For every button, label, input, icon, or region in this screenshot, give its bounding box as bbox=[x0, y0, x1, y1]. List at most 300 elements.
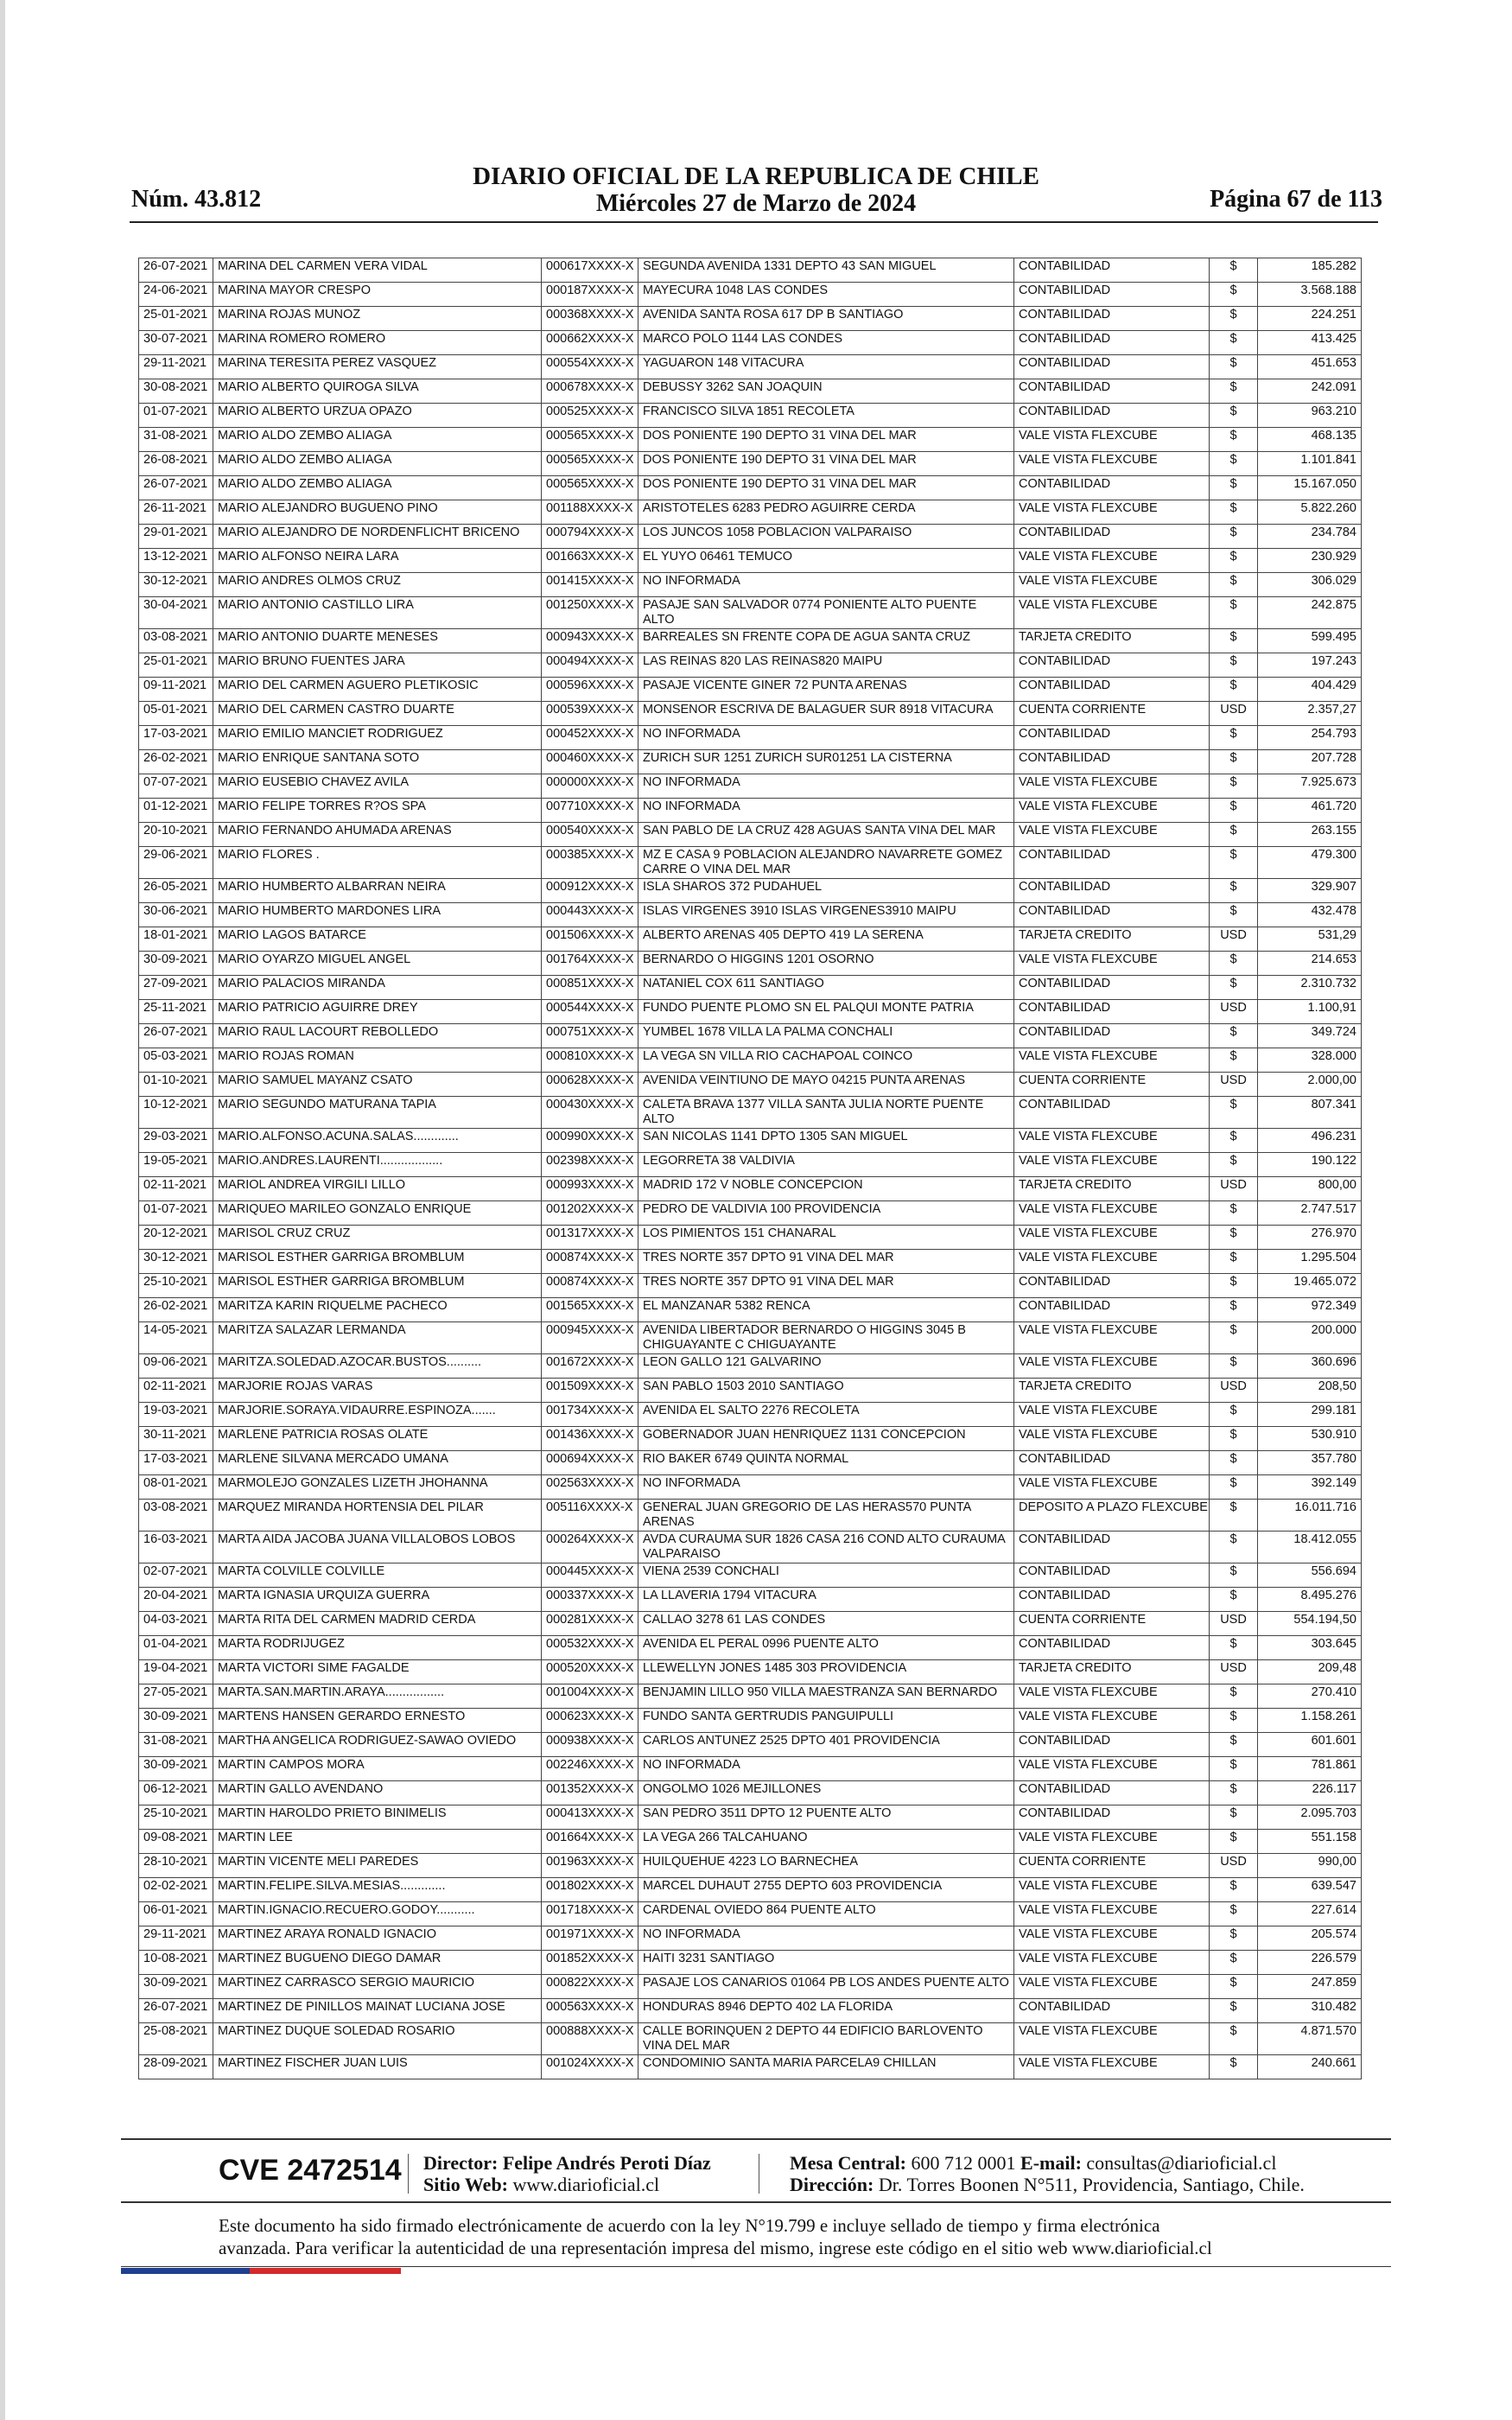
date-cell: 02-11-2021 bbox=[139, 1379, 213, 1403]
rut-cell: 000874XXXX-X bbox=[542, 1274, 638, 1298]
rut-cell: 000430XXXX-X bbox=[542, 1097, 638, 1129]
product-cell: CONTABILIDAD bbox=[1014, 1733, 1210, 1757]
product-cell: CONTABILIDAD bbox=[1014, 355, 1210, 379]
currency-cell: $ bbox=[1210, 1153, 1258, 1177]
address-cell: MZ E CASA 9 POBLACION ALEJANDRO NAVARRETE GOMEZ CARRE O VINA DEL MAR bbox=[638, 847, 1014, 879]
address-cell: RIO BAKER 6749 QUINTA NORMAL bbox=[638, 1451, 1014, 1475]
name-cell: MARTINEZ FISCHER JUAN LUIS bbox=[213, 2055, 542, 2079]
product-cell: CUENTA CORRIENTE bbox=[1014, 1073, 1210, 1097]
rut-cell: 000452XXXX-X bbox=[542, 726, 638, 750]
email-link[interactable]: consultas@diarioficial.cl bbox=[1086, 2152, 1277, 2174]
table-row bbox=[139, 355, 1362, 379]
table-row bbox=[139, 258, 1362, 283]
amount-cell: 781.861 bbox=[1258, 1757, 1362, 1781]
currency-cell: USD bbox=[1210, 702, 1258, 726]
address-cell: TRES NORTE 357 DPTO 91 VINA DEL MAR bbox=[638, 1250, 1014, 1274]
address-cell: PASAJE VICENTE GINER 72 PUNTA ARENAS bbox=[638, 678, 1014, 702]
currency-cell: USD bbox=[1210, 927, 1258, 952]
table-row bbox=[139, 428, 1362, 452]
date-cell: 30-09-2021 bbox=[139, 1975, 213, 1999]
product-cell: TARJETA CREDITO bbox=[1014, 1379, 1210, 1403]
address-cell: NO INFORMADA bbox=[638, 774, 1014, 799]
rut-cell: 002398XXXX-X bbox=[542, 1153, 638, 1177]
name-cell: MARTIN HAROLDO PRIETO BINIMELIS bbox=[213, 1805, 542, 1830]
table-row bbox=[139, 1403, 1362, 1427]
product-cell: CONTABILIDAD bbox=[1014, 1588, 1210, 1612]
name-cell: MARIO RAUL LACOURT REBOLLEDO bbox=[213, 1024, 542, 1048]
address-cell: NO INFORMADA bbox=[638, 726, 1014, 750]
product-cell: CONTABILIDAD bbox=[1014, 331, 1210, 355]
table-row bbox=[139, 476, 1362, 500]
currency-cell: $ bbox=[1210, 428, 1258, 452]
table-row bbox=[139, 774, 1362, 799]
name-cell: MARISOL CRUZ CRUZ bbox=[213, 1226, 542, 1250]
flag-red-band bbox=[250, 2268, 401, 2274]
date-cell: 26-07-2021 bbox=[139, 1999, 213, 2023]
currency-cell: $ bbox=[1210, 355, 1258, 379]
publication-date: Miércoles 27 de Marzo de 2024 bbox=[595, 190, 917, 217]
amount-cell: 276.970 bbox=[1258, 1226, 1362, 1250]
date-cell: 30-06-2021 bbox=[139, 903, 213, 927]
address-cell: NO INFORMADA bbox=[638, 573, 1014, 597]
amount-cell: 200.000 bbox=[1258, 1322, 1362, 1354]
page-header bbox=[130, 156, 1382, 216]
address-cell: LA VEGA 266 TALCAHUANO bbox=[638, 1830, 1014, 1854]
table-row bbox=[139, 1153, 1362, 1177]
footer-top-divider bbox=[121, 2138, 1391, 2140]
amount-cell: 224.251 bbox=[1258, 307, 1362, 331]
rut-cell: 000993XXXX-X bbox=[542, 1177, 638, 1201]
amount-cell: 328.000 bbox=[1258, 1048, 1362, 1073]
table-row bbox=[139, 750, 1362, 774]
currency-cell: $ bbox=[1210, 1781, 1258, 1805]
date-cell: 26-02-2021 bbox=[139, 1298, 213, 1322]
product-cell: CONTABILIDAD bbox=[1014, 847, 1210, 879]
name-cell: MARTINEZ DUQUE SOLEDAD ROSARIO bbox=[213, 2023, 542, 2055]
name-cell: MARIO ANTONIO CASTILLO LIRA bbox=[213, 597, 542, 629]
rut-cell: 000539XXXX-X bbox=[542, 702, 638, 726]
address-cell: CALLAO 3278 61 LAS CONDES bbox=[638, 1612, 1014, 1636]
product-cell: VALE VISTA FLEXCUBE bbox=[1014, 774, 1210, 799]
product-cell: VALE VISTA FLEXCUBE bbox=[1014, 1709, 1210, 1733]
rut-cell: 000544XXXX-X bbox=[542, 1000, 638, 1024]
amount-cell: 800,00 bbox=[1258, 1177, 1362, 1201]
table-row bbox=[139, 283, 1362, 307]
currency-cell: $ bbox=[1210, 258, 1258, 283]
flag-stripe bbox=[121, 2268, 401, 2274]
table-row bbox=[139, 823, 1362, 847]
name-cell: MARTINEZ BUGUENO DIEGO DAMAR bbox=[213, 1951, 542, 1975]
table-row bbox=[139, 1999, 1362, 2023]
table-row bbox=[139, 927, 1362, 952]
rut-cell: 000563XXXX-X bbox=[542, 1999, 638, 2023]
table-row bbox=[139, 799, 1362, 823]
currency-cell: $ bbox=[1210, 1684, 1258, 1709]
product-cell: CONTABILIDAD bbox=[1014, 1024, 1210, 1048]
rut-cell: 000368XXXX-X bbox=[542, 307, 638, 331]
rut-cell: 001506XXXX-X bbox=[542, 927, 638, 952]
product-cell: VALE VISTA FLEXCUBE bbox=[1014, 823, 1210, 847]
product-cell: CONTABILIDAD bbox=[1014, 726, 1210, 750]
legal-notice bbox=[219, 2214, 1394, 2259]
name-cell: MARIOL ANDREA VIRGILI LILLO bbox=[213, 1177, 542, 1201]
currency-cell: $ bbox=[1210, 1733, 1258, 1757]
name-cell: MARTENS HANSEN GERARDO ERNESTO bbox=[213, 1709, 542, 1733]
date-cell: 28-10-2021 bbox=[139, 1854, 213, 1878]
product-cell: VALE VISTA FLEXCUBE bbox=[1014, 952, 1210, 976]
amount-cell: 207.728 bbox=[1258, 750, 1362, 774]
table-row bbox=[139, 1588, 1362, 1612]
amount-cell: 226.579 bbox=[1258, 1951, 1362, 1975]
product-cell: VALE VISTA FLEXCUBE bbox=[1014, 597, 1210, 629]
date-cell: 09-08-2021 bbox=[139, 1830, 213, 1854]
name-cell: MARINA ROJAS MUNOZ bbox=[213, 307, 542, 331]
table-row bbox=[139, 726, 1362, 750]
name-cell: MARIO ALDO ZEMBO ALIAGA bbox=[213, 428, 542, 452]
currency-cell: $ bbox=[1210, 847, 1258, 879]
name-cell: MARIO PATRICIO AGUIRRE DREY bbox=[213, 1000, 542, 1024]
amount-cell: 1.158.261 bbox=[1258, 1709, 1362, 1733]
footer-director-block bbox=[423, 2152, 711, 2195]
date-cell: 26-05-2021 bbox=[139, 879, 213, 903]
date-cell: 01-07-2021 bbox=[139, 1201, 213, 1226]
name-cell: MARISOL ESTHER GARRIGA BROMBLUM bbox=[213, 1274, 542, 1298]
product-cell: VALE VISTA FLEXCUBE bbox=[1014, 428, 1210, 452]
table-row bbox=[139, 404, 1362, 428]
date-cell: 27-05-2021 bbox=[139, 1684, 213, 1709]
date-cell: 29-03-2021 bbox=[139, 1129, 213, 1153]
address-cell: ALBERTO ARENAS 405 DEPTO 419 LA SERENA bbox=[638, 927, 1014, 952]
name-cell: MARINA MAYOR CRESPO bbox=[213, 283, 542, 307]
name-cell: MARIO FELIPE TORRES R?OS SPA bbox=[213, 799, 542, 823]
currency-cell: $ bbox=[1210, 1403, 1258, 1427]
table-row bbox=[139, 1129, 1362, 1153]
rut-cell: 001004XXXX-X bbox=[542, 1684, 638, 1709]
rut-cell: 000628XXXX-X bbox=[542, 1073, 638, 1097]
amount-cell: 556.694 bbox=[1258, 1563, 1362, 1588]
amount-cell: 16.011.716 bbox=[1258, 1500, 1362, 1532]
amount-cell: 349.724 bbox=[1258, 1024, 1362, 1048]
currency-cell: $ bbox=[1210, 678, 1258, 702]
date-cell: 26-11-2021 bbox=[139, 500, 213, 525]
table-row bbox=[139, 1563, 1362, 1588]
currency-cell: $ bbox=[1210, 307, 1258, 331]
product-cell: CONTABILIDAD bbox=[1014, 1781, 1210, 1805]
name-cell: MARIO ANDRES OLMOS CRUZ bbox=[213, 573, 542, 597]
address-cell: SAN PABLO DE LA CRUZ 428 AGUAS SANTA VINA DEL MAR bbox=[638, 823, 1014, 847]
address-cell: YAGUARON 148 VITACURA bbox=[638, 355, 1014, 379]
table-row bbox=[139, 653, 1362, 678]
currency-cell: $ bbox=[1210, 2023, 1258, 2055]
table-row bbox=[139, 1024, 1362, 1048]
amount-cell: 972.349 bbox=[1258, 1298, 1362, 1322]
amount-cell: 19.465.072 bbox=[1258, 1274, 1362, 1298]
rut-cell: 000565XXXX-X bbox=[542, 428, 638, 452]
date-cell: 02-07-2021 bbox=[139, 1563, 213, 1588]
legal-line: Este documento ha sido firmado electrónicamente de acuerdo con la ley N°19.799 e incluye sellado de tiempo y firma electrónica bbox=[219, 2215, 1160, 2236]
name-cell: MARINA ROMERO ROMERO bbox=[213, 331, 542, 355]
name-cell: MARINA DEL CARMEN VERA VIDAL bbox=[213, 258, 542, 283]
amount-cell: 234.784 bbox=[1258, 525, 1362, 549]
date-cell: 26-07-2021 bbox=[139, 476, 213, 500]
rut-cell: 001734XXXX-X bbox=[542, 1403, 638, 1427]
currency-cell: USD bbox=[1210, 1073, 1258, 1097]
currency-cell: $ bbox=[1210, 525, 1258, 549]
amount-cell: 468.135 bbox=[1258, 428, 1362, 452]
table-row bbox=[139, 1854, 1362, 1878]
date-cell: 16-03-2021 bbox=[139, 1532, 213, 1563]
date-cell: 20-10-2021 bbox=[139, 823, 213, 847]
date-cell: 09-11-2021 bbox=[139, 678, 213, 702]
currency-cell: $ bbox=[1210, 1951, 1258, 1975]
amount-cell: 7.925.673 bbox=[1258, 774, 1362, 799]
product-cell: CONTABILIDAD bbox=[1014, 903, 1210, 927]
amount-cell: 461.720 bbox=[1258, 799, 1362, 823]
currency-cell: $ bbox=[1210, 283, 1258, 307]
address-cell: MARCEL DUHAUT 2755 DEPTO 603 PROVIDENCIA bbox=[638, 1878, 1014, 1902]
product-cell: VALE VISTA FLEXCUBE bbox=[1014, 1951, 1210, 1975]
name-cell: MARTIN LEE bbox=[213, 1830, 542, 1854]
currency-cell: $ bbox=[1210, 1636, 1258, 1660]
rut-cell: 001663XXXX-X bbox=[542, 549, 638, 573]
currency-cell: $ bbox=[1210, 1451, 1258, 1475]
rut-cell: 001188XXXX-X bbox=[542, 500, 638, 525]
table-row bbox=[139, 1975, 1362, 1999]
name-cell: MARTINEZ CARRASCO SERGIO MAURICIO bbox=[213, 1975, 542, 1999]
date-cell: 25-08-2021 bbox=[139, 2023, 213, 2055]
currency-cell: $ bbox=[1210, 799, 1258, 823]
amount-cell: 2.747.517 bbox=[1258, 1201, 1362, 1226]
currency-cell: USD bbox=[1210, 1177, 1258, 1201]
product-cell: VALE VISTA FLEXCUBE bbox=[1014, 1926, 1210, 1951]
table-row bbox=[139, 1201, 1362, 1226]
address-cell: CARDENAL OVIEDO 864 PUENTE ALTO bbox=[638, 1902, 1014, 1926]
date-cell: 29-06-2021 bbox=[139, 847, 213, 879]
address-cell: DOS PONIENTE 190 DEPTO 31 VINA DEL MAR bbox=[638, 428, 1014, 452]
table-row bbox=[139, 1878, 1362, 1902]
table-row bbox=[139, 1274, 1362, 1298]
table-row bbox=[139, 452, 1362, 476]
amount-cell: 303.645 bbox=[1258, 1636, 1362, 1660]
currency-cell: $ bbox=[1210, 573, 1258, 597]
rut-cell: 000945XXXX-X bbox=[542, 1322, 638, 1354]
product-cell: VALE VISTA FLEXCUBE bbox=[1014, 1475, 1210, 1500]
amount-cell: 1.295.504 bbox=[1258, 1250, 1362, 1274]
product-cell: VALE VISTA FLEXCUBE bbox=[1014, 1427, 1210, 1451]
product-cell: CUENTA CORRIENTE bbox=[1014, 1612, 1210, 1636]
currency-cell: $ bbox=[1210, 1902, 1258, 1926]
name-cell: MARIO ROJAS ROMAN bbox=[213, 1048, 542, 1073]
product-cell: CONTABILIDAD bbox=[1014, 283, 1210, 307]
records-table-container bbox=[138, 258, 1361, 2079]
amount-cell: 247.859 bbox=[1258, 1975, 1362, 1999]
table-row bbox=[139, 1073, 1362, 1097]
address-cell: ISLAS VIRGENES 3910 ISLAS VIRGENES3910 MAIPU bbox=[638, 903, 1014, 927]
address-cell: YUMBEL 1678 VILLA LA PALMA CONCHALI bbox=[638, 1024, 1014, 1048]
product-cell: VALE VISTA FLEXCUBE bbox=[1014, 1902, 1210, 1926]
product-cell: VALE VISTA FLEXCUBE bbox=[1014, 573, 1210, 597]
rut-cell: 000810XXXX-X bbox=[542, 1048, 638, 1073]
name-cell: MARJORIE.SORAYA.VIDAURRE.ESPINOZA....... bbox=[213, 1403, 542, 1427]
name-cell: MARIO ANTONIO DUARTE MENESES bbox=[213, 629, 542, 653]
rut-cell: 000943XXXX-X bbox=[542, 629, 638, 653]
name-cell: MARJORIE ROJAS VARAS bbox=[213, 1379, 542, 1403]
date-cell: 27-09-2021 bbox=[139, 976, 213, 1000]
product-cell: CONTABILIDAD bbox=[1014, 1274, 1210, 1298]
date-cell: 31-08-2021 bbox=[139, 428, 213, 452]
table-row bbox=[139, 952, 1362, 976]
product-cell: CONTABILIDAD bbox=[1014, 1805, 1210, 1830]
date-cell: 29-11-2021 bbox=[139, 355, 213, 379]
rut-cell: 001436XXXX-X bbox=[542, 1427, 638, 1451]
date-cell: 30-12-2021 bbox=[139, 1250, 213, 1274]
table-row bbox=[139, 847, 1362, 879]
currency-cell: $ bbox=[1210, 726, 1258, 750]
name-cell: MARIO DEL CARMEN CASTRO DUARTE bbox=[213, 702, 542, 726]
rut-cell: 000460XXXX-X bbox=[542, 750, 638, 774]
amount-cell: 270.410 bbox=[1258, 1684, 1362, 1709]
name-cell: MARTA RITA DEL CARMEN MADRID CERDA bbox=[213, 1612, 542, 1636]
address-cell: LEON GALLO 121 GALVARINO bbox=[638, 1354, 1014, 1379]
amount-cell: 601.601 bbox=[1258, 1733, 1362, 1757]
table-row bbox=[139, 549, 1362, 573]
product-cell: VALE VISTA FLEXCUBE bbox=[1014, 1830, 1210, 1854]
date-cell: 03-08-2021 bbox=[139, 629, 213, 653]
amount-cell: 2.000,00 bbox=[1258, 1073, 1362, 1097]
product-cell: DEPOSITO A PLAZO FLEXCUBE bbox=[1014, 1500, 1210, 1532]
table-row bbox=[139, 1781, 1362, 1805]
table-row bbox=[139, 525, 1362, 549]
address-cell: EL YUYO 06461 TEMUCO bbox=[638, 549, 1014, 573]
name-cell: MARIO HUMBERTO ALBARRAN NEIRA bbox=[213, 879, 542, 903]
table-row bbox=[139, 1830, 1362, 1854]
date-cell: 19-03-2021 bbox=[139, 1403, 213, 1427]
name-cell: MARTA RODRIJUGEZ bbox=[213, 1636, 542, 1660]
name-cell: MARINA TERESITA PEREZ VASQUEZ bbox=[213, 355, 542, 379]
address-cell: HAITI 3231 SANTIAGO bbox=[638, 1951, 1014, 1975]
rut-cell: 001852XXXX-X bbox=[542, 1951, 638, 1975]
phone-number: 600 712 0001 bbox=[911, 2152, 1016, 2174]
address-cell: SAN PEDRO 3511 DPTO 12 PUENTE ALTO bbox=[638, 1805, 1014, 1830]
rut-cell: 000912XXXX-X bbox=[542, 879, 638, 903]
rut-cell: 000187XXXX-X bbox=[542, 283, 638, 307]
name-cell: MARTA COLVILLE COLVILLE bbox=[213, 1563, 542, 1588]
currency-cell: $ bbox=[1210, 1427, 1258, 1451]
rut-cell: 001352XXXX-X bbox=[542, 1781, 638, 1805]
product-cell: CONTABILIDAD bbox=[1014, 307, 1210, 331]
web-link[interactable]: www.diarioficial.cl bbox=[512, 2174, 660, 2195]
currency-cell: $ bbox=[1210, 1805, 1258, 1830]
rut-cell: 000623XXXX-X bbox=[542, 1709, 638, 1733]
web-label: Sitio Web: bbox=[423, 2174, 509, 2195]
product-cell: VALE VISTA FLEXCUBE bbox=[1014, 2055, 1210, 2079]
address-cell: NO INFORMADA bbox=[638, 1757, 1014, 1781]
amount-cell: 1.101.841 bbox=[1258, 452, 1362, 476]
currency-cell: USD bbox=[1210, 1000, 1258, 1024]
currency-cell: $ bbox=[1210, 774, 1258, 799]
product-cell: VALE VISTA FLEXCUBE bbox=[1014, 452, 1210, 476]
rut-cell: 000565XXXX-X bbox=[542, 452, 638, 476]
table-row bbox=[139, 1475, 1362, 1500]
address-cell: SEGUNDA AVENIDA 1331 DEPTO 43 SAN MIGUEL bbox=[638, 258, 1014, 283]
address-text: Dr. Torres Boonen N°511, Providencia, Santiago, Chile. bbox=[878, 2174, 1305, 2195]
product-cell: TARJETA CREDITO bbox=[1014, 927, 1210, 952]
table-row bbox=[139, 976, 1362, 1000]
name-cell: MARIO ALDO ZEMBO ALIAGA bbox=[213, 476, 542, 500]
product-cell: CONTABILIDAD bbox=[1014, 1298, 1210, 1322]
rut-cell: 001971XXXX-X bbox=[542, 1926, 638, 1951]
issue-number: Núm. 43.812 bbox=[131, 186, 262, 213]
address-cell: MAYECURA 1048 LAS CONDES bbox=[638, 283, 1014, 307]
rut-cell: 007710XXXX-X bbox=[542, 799, 638, 823]
currency-cell: $ bbox=[1210, 750, 1258, 774]
amount-cell: 2.357,27 bbox=[1258, 702, 1362, 726]
product-cell: VALE VISTA FLEXCUBE bbox=[1014, 1757, 1210, 1781]
currency-cell: $ bbox=[1210, 629, 1258, 653]
address-cell: MONSENOR ESCRIVA DE BALAGUER SUR 8918 VITACURA bbox=[638, 702, 1014, 726]
rut-cell: 000694XXXX-X bbox=[542, 1451, 638, 1475]
currency-cell: $ bbox=[1210, 2055, 1258, 2079]
name-cell: MARIO PALACIOS MIRANDA bbox=[213, 976, 542, 1000]
currency-cell: $ bbox=[1210, 597, 1258, 629]
address-cell: CONDOMINIO SANTA MARIA PARCELA9 CHILLAN bbox=[638, 2055, 1014, 2079]
address-cell: TRES NORTE 357 DPTO 91 VINA DEL MAR bbox=[638, 1274, 1014, 1298]
amount-cell: 3.568.188 bbox=[1258, 283, 1362, 307]
rut-cell: 000565XXXX-X bbox=[542, 476, 638, 500]
amount-cell: 242.875 bbox=[1258, 597, 1362, 629]
product-cell: CONTABILIDAD bbox=[1014, 1451, 1210, 1475]
page-number: Página 67 de 113 bbox=[1210, 186, 1382, 213]
date-cell: 29-01-2021 bbox=[139, 525, 213, 549]
records-table-body bbox=[139, 258, 1362, 2079]
address-cell: HUILQUEHUE 4223 LO BARNECHEA bbox=[638, 1854, 1014, 1878]
table-row bbox=[139, 1226, 1362, 1250]
name-cell: MARIO.ANDRES.LAURENTI.................. bbox=[213, 1153, 542, 1177]
address-cell: NATANIEL COX 611 SANTIAGO bbox=[638, 976, 1014, 1000]
table-row bbox=[139, 1379, 1362, 1403]
currency-cell: $ bbox=[1210, 1298, 1258, 1322]
amount-cell: 205.574 bbox=[1258, 1926, 1362, 1951]
date-cell: 02-11-2021 bbox=[139, 1177, 213, 1201]
date-cell: 10-12-2021 bbox=[139, 1097, 213, 1129]
amount-cell: 197.243 bbox=[1258, 653, 1362, 678]
amount-cell: 15.167.050 bbox=[1258, 476, 1362, 500]
table-row bbox=[139, 678, 1362, 702]
date-cell: 01-04-2021 bbox=[139, 1636, 213, 1660]
name-cell: MARIO HUMBERTO MARDONES LIRA bbox=[213, 903, 542, 927]
currency-cell: $ bbox=[1210, 879, 1258, 903]
product-cell: CUENTA CORRIENTE bbox=[1014, 702, 1210, 726]
address-cell: AVENIDA EL SALTO 2276 RECOLETA bbox=[638, 1403, 1014, 1427]
date-cell: 25-10-2021 bbox=[139, 1274, 213, 1298]
rut-cell: 000617XXXX-X bbox=[542, 258, 638, 283]
amount-cell: 360.696 bbox=[1258, 1354, 1362, 1379]
product-cell: VALE VISTA FLEXCUBE bbox=[1014, 500, 1210, 525]
footer-mid-divider bbox=[121, 2201, 1391, 2203]
rut-cell: 001664XXXX-X bbox=[542, 1830, 638, 1854]
currency-cell: $ bbox=[1210, 1757, 1258, 1781]
product-cell: CONTABILIDAD bbox=[1014, 1532, 1210, 1563]
table-row bbox=[139, 1636, 1362, 1660]
currency-cell: $ bbox=[1210, 404, 1258, 428]
product-cell: VALE VISTA FLEXCUBE bbox=[1014, 1048, 1210, 1073]
amount-cell: 531,29 bbox=[1258, 927, 1362, 952]
amount-cell: 242.091 bbox=[1258, 379, 1362, 404]
address-cell: MARCO POLO 1144 LAS CONDES bbox=[638, 331, 1014, 355]
name-cell: MARIO SAMUEL MAYANZ CSATO bbox=[213, 1073, 542, 1097]
product-cell: CONTABILIDAD bbox=[1014, 1000, 1210, 1024]
date-cell: 25-10-2021 bbox=[139, 1805, 213, 1830]
